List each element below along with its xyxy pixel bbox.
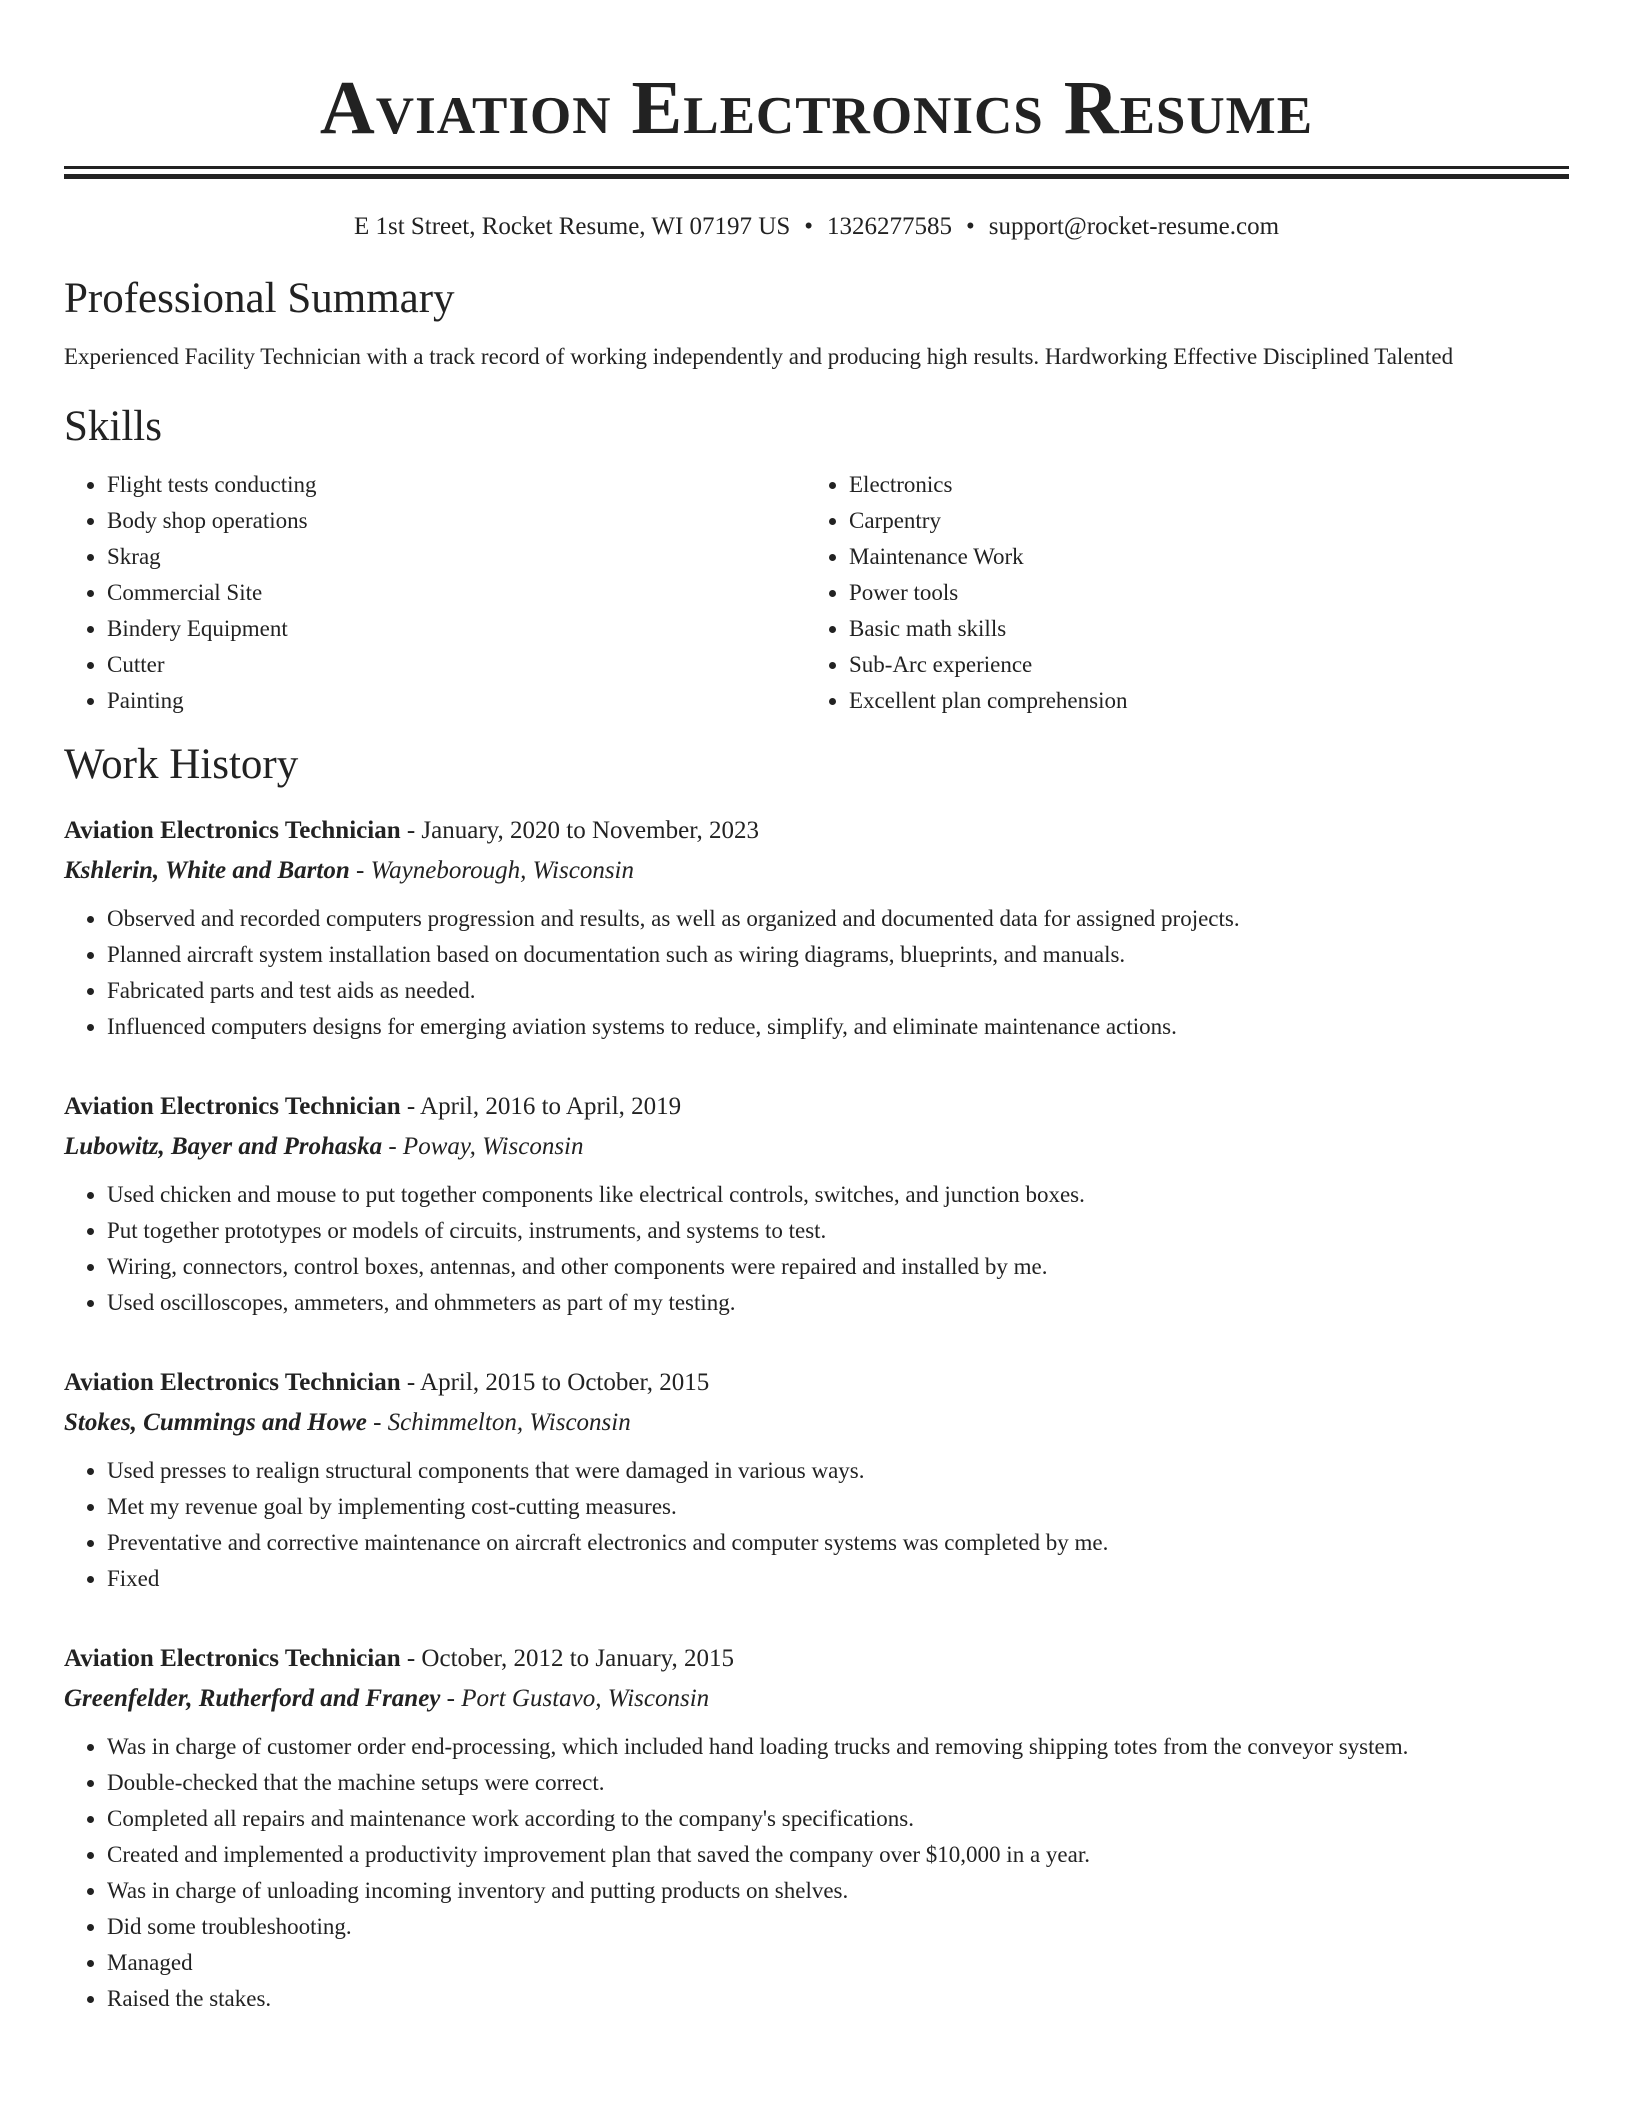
skill-item: • Electronics (849, 467, 1548, 503)
job-role: Aviation Electronics Technician (64, 1369, 401, 1396)
job-dates: - October, 2012 to January, 2015 (400, 1645, 735, 1672)
job-role: Aviation Electronics Technician (64, 817, 401, 844)
job-title-line (64, 811, 1569, 851)
skill-item: • Painting (107, 683, 806, 719)
resume-page (64, 0, 1569, 2017)
contact-separator: • (966, 213, 975, 240)
job-company: Greenfelder, Rutherford and Franey (64, 1685, 441, 1712)
job-location: - Wayneborough, Wisconsin (349, 857, 635, 884)
job-title-line (64, 1363, 1569, 1403)
skill-item: • Skrag (107, 539, 806, 575)
summary-text: Experienced Facility Technician with a track record of working independently and producing high results. Hardworking Effective Disciplined Talented (64, 344, 1454, 369)
job-bullet: • Preventative and corrective maintenance on aircraft electronics and computer systems was completed by me. (107, 1525, 1569, 1561)
skill-item: • Sub-Arc experience (849, 647, 1548, 683)
summary-heading: Professional Summary (64, 275, 455, 322)
contact-separator: • (804, 213, 813, 240)
job-bullet: • Influenced computers designs for emerging aviation systems to reduce, simplify, and eliminate maintenance actions. (107, 1009, 1569, 1045)
contact-email: support@rocket-resume.com (988, 213, 1280, 240)
job-bullets (64, 901, 1569, 1045)
job-bullet: • Completed all repairs and maintenance work according to the company's specifications. (107, 1801, 1569, 1837)
skill-item: • Commercial Site (107, 575, 806, 611)
job-bullets (64, 1177, 1569, 1321)
job-location: - Port Gustavo, Wisconsin (440, 1685, 710, 1712)
job-location: - Poway, Wisconsin (382, 1133, 584, 1160)
contact-phone: 1326277585 (827, 213, 952, 240)
skill-item: • Carpentry (849, 503, 1548, 539)
skill-item: • Maintenance Work (849, 539, 1548, 575)
skill-item: • Cutter (107, 647, 806, 683)
job-company: Kshlerin, White and Barton (64, 857, 350, 884)
job-bullets (64, 1453, 1569, 1597)
title-divider-bottom (64, 174, 1569, 179)
job-dates: - January, 2020 to November, 2023 (400, 817, 760, 844)
skills-section (64, 401, 1569, 719)
contact-address: E 1st Street, Rocket Resume, WI 07197 US (353, 213, 791, 240)
job-company: Stokes, Cummings and Howe (64, 1409, 367, 1436)
job-dates: - April, 2015 to October, 2015 (400, 1369, 710, 1396)
skill-item: • Basic math skills (849, 611, 1548, 647)
job-bullet: • Double-checked that the machine setups were correct. (107, 1765, 1569, 1801)
work-history-heading: Work History (64, 741, 299, 788)
job-entry (64, 1639, 1569, 2017)
skill-item: • Excellent plan comprehension (849, 683, 1548, 719)
skill-item: • Bindery Equipment (107, 611, 806, 647)
job-dates: - April, 2016 to April, 2019 (400, 1093, 682, 1120)
job-bullet: • Did some troubleshooting. (107, 1909, 1569, 1945)
job-bullet: • Used presses to realign structural components that were damaged in various ways. (107, 1453, 1569, 1489)
job-bullet: • Used chicken and mouse to put together components like electrical controls, switches, and junction boxes. (107, 1177, 1569, 1213)
job-location: - Schimmelton, Wisconsin (366, 1409, 631, 1436)
job-company: Lubowitz, Bayer and Prohaska (64, 1133, 383, 1160)
job-company-line (64, 851, 1569, 891)
job-bullet: • Met my revenue goal by implementing cost-cutting measures. (107, 1489, 1569, 1525)
job-bullet: • Used oscilloscopes, ammeters, and ohmmeters as part of my testing. (107, 1285, 1569, 1321)
job-bullet: • Managed (107, 1945, 1569, 1981)
job-role: Aviation Electronics Technician (64, 1093, 401, 1120)
job-bullet: • Was in charge of customer order end-processing, which included hand loading trucks and removing shipping totes from the conveyor system. (107, 1729, 1569, 1765)
skills-list-right (806, 467, 1548, 719)
skills-list-left (64, 467, 806, 719)
job-bullet: • Put together prototypes or models of circuits, instruments, and systems to test. (107, 1213, 1569, 1249)
job-bullet: • Wiring, connectors, control boxes, antennas, and other components were repaired and installed by me. (107, 1249, 1569, 1285)
skill-item: • Power tools (849, 575, 1548, 611)
job-bullet: • Fabricated parts and test aids as needed. (107, 973, 1569, 1009)
skill-item: • Flight tests conducting (107, 467, 806, 503)
skill-item: • Body shop operations (107, 503, 806, 539)
job-company-line (64, 1679, 1569, 1719)
job-bullet: • Was in charge of unloading incoming inventory and putting products on shelves. (107, 1873, 1569, 1909)
job-company-line (64, 1127, 1569, 1167)
job-entry (64, 811, 1569, 1045)
job-entry (64, 1087, 1569, 1321)
job-company-line (64, 1403, 1569, 1443)
job-bullet: • Planned aircraft system installation based on documentation such as wiring diagrams, blueprints, and manuals. (107, 937, 1569, 973)
contact-line (64, 211, 1569, 243)
job-entry (64, 1363, 1569, 1597)
job-bullet: • Created and implemented a productivity improvement plan that saved the company over $10,000 in a year. (107, 1837, 1569, 1873)
skills-heading: Skills (64, 403, 162, 450)
work-history-section (64, 739, 1569, 2017)
skills-columns (64, 467, 1569, 719)
job-bullet: • Fixed (107, 1561, 1569, 1597)
job-title-line (64, 1087, 1569, 1127)
resume-title: Aviation Electronics Resume (319, 66, 1314, 150)
job-title-line (64, 1639, 1569, 1679)
job-role: Aviation Electronics Technician (64, 1645, 401, 1672)
title-divider-top (64, 166, 1569, 169)
job-bullet: • Raised the stakes. (107, 1981, 1569, 2017)
job-bullets (64, 1729, 1569, 2017)
job-bullet: • Observed and recorded computers progression and results, as well as organized and documented data for assigned projects. (107, 901, 1569, 937)
summary-section (64, 273, 1569, 375)
